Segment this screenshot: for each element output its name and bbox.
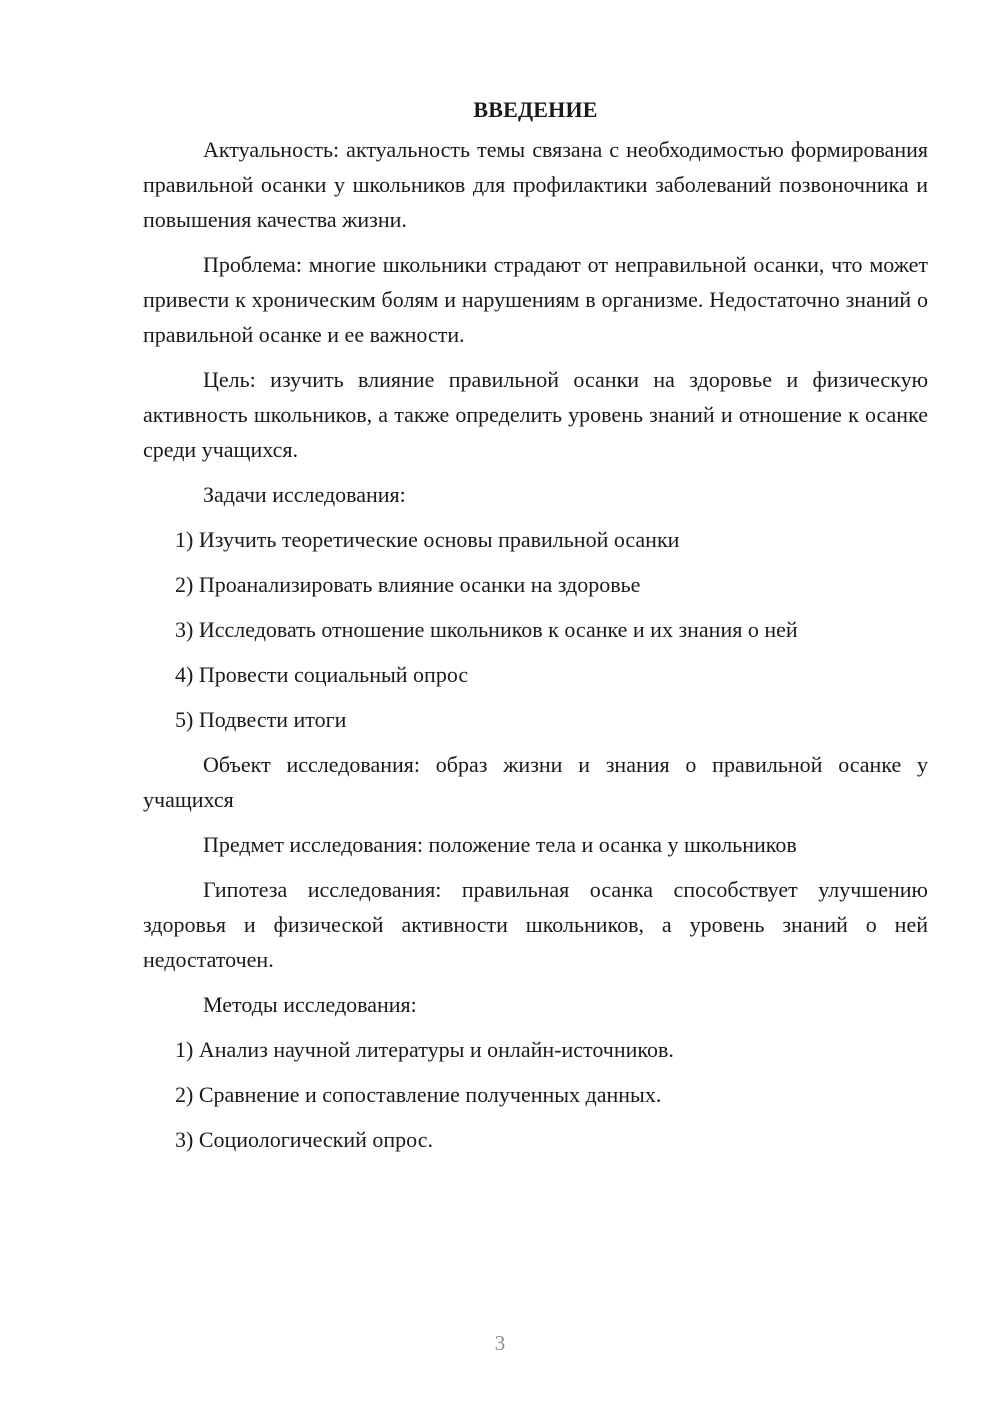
list-item: 4) Провести социальный опрос (175, 662, 469, 687)
relevance-paragraph: Актуальность: актуальность темы связана с необходимостью формирования правильной осанки у школьников для профилактики заболеваний позвоночника и повышения качества жизни. (143, 137, 928, 232)
hypothesis-paragraph: Гипотеза исследования: правильная осанка способствует улучшению здоровья и физической активности школьников, а уровень знаний о ней недостаточен. (143, 877, 928, 972)
methods-list (143, 1032, 928, 1157)
list-item: 3) Исследовать отношение школьников к осанке и их знания о ней (175, 617, 798, 642)
problem-paragraph: Проблема: многие школьники страдают от неправильной осанки, что может привести к хроническим болям и нарушениям в организме. Недостаточно знаний о правильной осанке и ее важности. (143, 252, 928, 347)
list-item: 5) Подвести итоги (175, 707, 347, 732)
subject-paragraph: Предмет исследования: положение тела и осанка у школьников (203, 832, 797, 857)
list-item: 2) Сравнение и сопоставление полученных данных. (175, 1082, 662, 1107)
tasks-heading: Задачи исследования: (203, 482, 406, 507)
page-title: ВВЕДЕНИЕ (473, 97, 598, 122)
list-item: 1) Изучить теоретические основы правильной осанки (175, 527, 680, 552)
document-page (143, 92, 928, 1167)
tasks-list (143, 522, 928, 737)
list-item: 3) Социологический опрос. (175, 1127, 433, 1152)
list-item: 1) Анализ научной литературы и онлайн-источников. (175, 1037, 674, 1062)
goal-paragraph: Цель: изучить влияние правильной осанки на здоровье и физическую активность школьников, а также определить уровень знаний и отношение к осанке среди учащихся. (143, 367, 928, 462)
methods-heading: Методы исследования: (203, 992, 417, 1017)
list-item: 2) Проанализировать влияние осанки на здоровье (175, 572, 641, 597)
object-paragraph: Объект исследования: образ жизни и знания о правильной осанке у учащихся (143, 752, 928, 812)
page-number: 3 (494, 1331, 506, 1355)
